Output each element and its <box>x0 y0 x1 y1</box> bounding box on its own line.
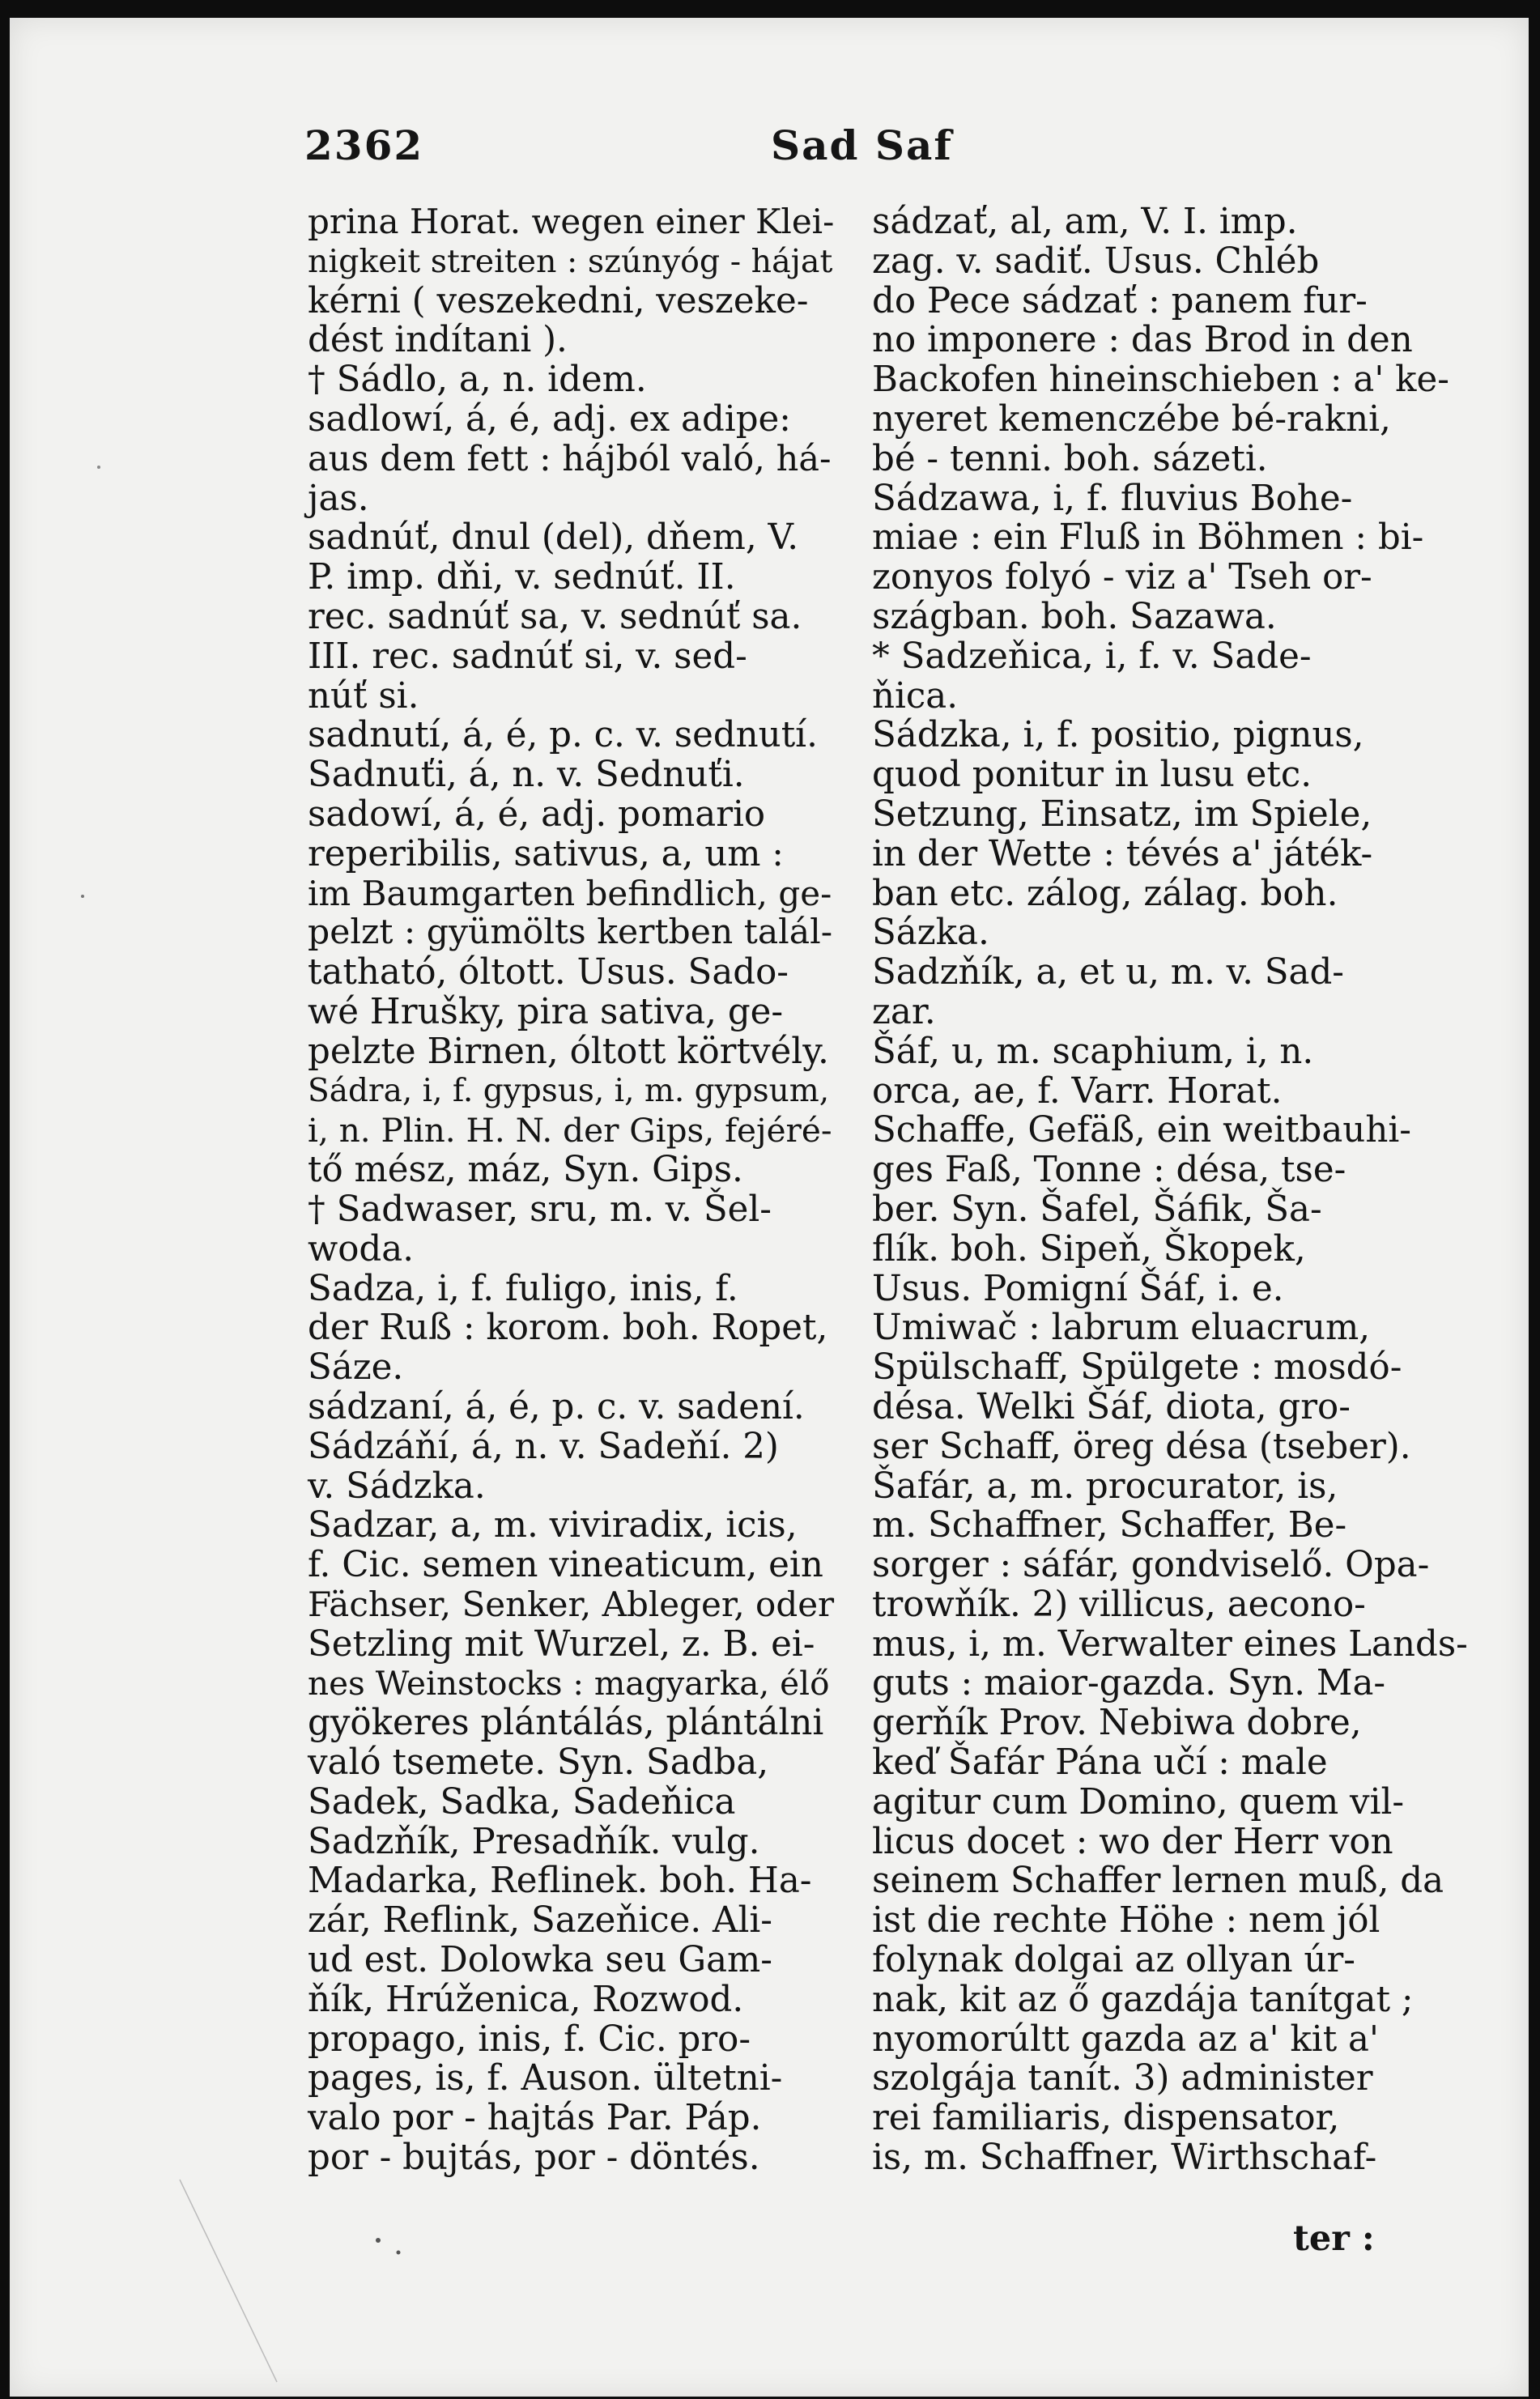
right-column-line: Sádzka, i, f. positio, pignus, <box>872 715 1364 756</box>
left-column-line: gyökeres plántálás, plántálni <box>308 1703 824 1744</box>
left-column-line: valo por - hajtás Par. Páp. <box>308 2098 762 2139</box>
left-column-line: propago, inis, f. Cic. pro- <box>308 2018 751 2060</box>
left-column-line: jas. <box>308 478 369 519</box>
right-column-line: Setzung, Einsatz, im Spiele, <box>872 793 1372 835</box>
right-column-line: szágban. boh. Sazawa. <box>872 596 1277 637</box>
right-column-line: agitur cum Domino, quem vil- <box>872 1781 1405 1823</box>
left-column-line: f. Cic. semen vineaticum, ein <box>308 1545 823 1586</box>
right-column-line: licus docet : wo der Herr von <box>872 1821 1393 1862</box>
right-column-line: zonyos folyó - viz a' Tseh or- <box>872 557 1372 598</box>
left-column-line: † Sadwaser, sru, m. v. Šel- <box>308 1189 772 1230</box>
left-column-line: Sadzar, a, m. viviradix, icis, <box>308 1505 798 1546</box>
right-column-line: quod ponitur in lusu etc. <box>872 755 1312 796</box>
left-column-line: ňík, Hrúženica, Rozwod. <box>308 1979 744 2020</box>
right-column-line: ban etc. zálog, zálag. boh. <box>872 873 1338 914</box>
right-column-line: guts : maior-gazda. Syn. Ma- <box>872 1663 1386 1704</box>
left-column-line: tatható, óltott. Usus. Sado- <box>308 952 789 993</box>
right-column-line: ges Faß, Tonne : désa, tse- <box>872 1150 1346 1191</box>
page-heading: Sad Saf <box>771 121 953 169</box>
dictionary-page <box>10 18 1529 2397</box>
left-column-line: dést indítani ). <box>308 320 568 361</box>
right-column-line: Šafár, a, m. procurator, is, <box>872 1465 1338 1507</box>
right-column-line: flík. boh. Sipeň, Škopek, <box>872 1228 1306 1270</box>
left-column-line: sádzaní, á, é, p. c. v. sadení. <box>308 1386 805 1427</box>
right-column-line: ist die rechte Höhe : nem jól <box>872 1900 1380 1942</box>
left-column-line: Sadek, Sadka, Sadeňica <box>308 1781 736 1823</box>
right-column-line: szolgája tanít. 3) administer <box>872 2058 1373 2099</box>
left-column-line: tő mész, máz, Syn. Gips. <box>308 1150 743 1191</box>
right-column-line: rei familiaris, dispensator, <box>872 2098 1340 2139</box>
left-column-line: pages, is, f. Auson. ültetni- <box>308 2058 783 2099</box>
right-column-line: Backofen hineinschieben : a' ke- <box>872 359 1449 401</box>
left-column-line: sadnutí, á, é, p. c. v. sednutí. <box>308 715 818 756</box>
left-column-line: sadowí, á, é, adj. pomario <box>308 793 766 835</box>
left-column-line: im Baumgarten befindlich, ge- <box>308 873 832 913</box>
left-column-line: nigkeit streiten : szúnyóg - hájat <box>308 242 833 280</box>
right-column-line: is, m. Schaffner, Wirthschaf- <box>872 2137 1377 2179</box>
right-column-line: seinem Schaffer lernen muß, da <box>872 1861 1444 1902</box>
left-column-line: aus dem fett : hájból való, há- <box>308 438 832 479</box>
left-column-line: pelzte Birnen, óltott körtvély. <box>308 1031 829 1072</box>
right-column-line: folynak dolgai az ollyan úr- <box>872 1940 1355 1981</box>
left-column-line: Sádzáňí, á, n. v. Sadeňí. 2) <box>308 1426 779 1467</box>
running-head <box>10 121 1529 170</box>
right-column-line: mus, i, m. Verwalter eines Lands- <box>872 1623 1468 1665</box>
right-column-line: Šáf, u, m. scaphium, i, n. <box>872 1031 1314 1072</box>
ink-speck <box>97 466 100 469</box>
ink-speck <box>376 2238 381 2243</box>
right-column-line: m. Schaffner, Schaffer, Be- <box>872 1505 1347 1546</box>
left-column-line: Sadnuťi, á, n. v. Sednuťi. <box>308 755 745 796</box>
right-column-line: Spülschaff, Spülgete : mosdó- <box>872 1347 1402 1389</box>
right-column-line: ňica. <box>872 675 959 717</box>
left-column-line: zár, Reflink, Sazeňice. Ali- <box>308 1900 772 1942</box>
ink-speck <box>81 895 84 898</box>
left-column-line: Fächser, Senker, Ableger, oder <box>308 1584 835 1624</box>
left-column-line: sadlowí, á, é, adj. ex adipe: <box>308 398 791 440</box>
left-column-line: Sadzňík, Presadňík. vulg. <box>308 1821 760 1862</box>
right-column-line: sorger : sáfár, gondviselő. Opa- <box>872 1545 1430 1586</box>
right-column-line: do Pece sádzať : panem fur- <box>872 280 1368 321</box>
catchword: ter : <box>1293 2218 1375 2259</box>
left-column-line: Setzling mit Wurzel, z. B. ei- <box>308 1623 815 1665</box>
right-column-line: ser Schaff, öreg désa (tseber). <box>872 1426 1411 1467</box>
left-column-line: ud est. Dolowka seu Gam- <box>308 1940 772 1981</box>
left-column-line: III. rec. sadnúť si, v. sed- <box>308 636 747 677</box>
page-number: 2362 <box>304 121 424 169</box>
left-column-line: por - bujtás, por - döntés. <box>308 2137 760 2179</box>
right-column <box>872 202 1487 2178</box>
left-column-line: P. imp. dňi, v. sednúť. II. <box>308 557 736 598</box>
left-column-line: nes Weinstocks : magyarka, élő <box>308 1664 830 1704</box>
right-column-line: nyeret kemenczébe bé-rakni, <box>872 398 1391 440</box>
left-column-line: Sáze. <box>308 1347 404 1389</box>
right-column-line: * Sadzeňica, i, f. v. Sade- <box>872 636 1312 677</box>
left-column-line: Sádra, i, f. gypsus, i, m. gypsum, <box>308 1072 830 1109</box>
right-column-line: orca, ae, f. Varr. Horat. <box>872 1070 1283 1112</box>
left-column-line: i, n. Plin. H. N. der Gips, fejéré- <box>308 1111 832 1151</box>
right-column-line: désa. Welki Šáf, diota, gro- <box>872 1386 1351 1427</box>
left-column-line: reperibilis, sativus, a, um : <box>308 833 784 874</box>
left-column-line: núť si. <box>308 675 419 717</box>
left-column-line: v. Sádzka. <box>308 1465 486 1507</box>
right-column-line: zar. <box>872 991 936 1032</box>
right-column-line: nyomorúltt gazda az a' kit a' <box>872 2018 1379 2060</box>
right-column-line: no imponere : das Brod in den <box>872 320 1413 361</box>
ink-speck <box>397 2251 401 2255</box>
right-column-line: Sadzňík, a, et u, m. v. Sad- <box>872 952 1345 993</box>
left-column-line: Madarka, Reflinek. boh. Ha- <box>308 1861 812 1902</box>
left-column-line: pelzt : gyümölts kertben talál- <box>308 912 833 953</box>
right-column-line: in der Wette : tévés a' játék- <box>872 833 1373 874</box>
paper-crease <box>180 2180 277 2382</box>
left-column-line: prina Horat. wegen einer Klei- <box>308 202 835 241</box>
right-column-line: gerňík Prov. Nebiwa dobre, <box>872 1703 1362 1744</box>
left-column-line: woda. <box>308 1228 415 1270</box>
left-column-line: † Sádlo, a, n. idem. <box>308 359 647 401</box>
left-column <box>308 202 834 2178</box>
right-column-line: Sázka. <box>872 912 989 954</box>
left-column-line: Sadza, i, f. fuligo, inis, f. <box>308 1268 738 1309</box>
right-column-line: sádzať, al, am, V. I. imp. <box>872 202 1298 242</box>
right-column-line: miae : ein Fluß in Böhmen : bi- <box>872 517 1424 559</box>
left-column-line: való tsemete. Syn. Sadba, <box>308 1742 769 1784</box>
left-column-line: wé Hrušky, pira sativa, ge- <box>308 991 784 1032</box>
right-column-line: Sádzawa, i, f. fluvius Bohe- <box>872 478 1353 519</box>
right-column-line: nak, kit az ő gazdája tanítgat ; <box>872 1979 1414 2020</box>
right-column-line: Umiwač : labrum eluacrum, <box>872 1308 1371 1349</box>
right-column-line: keď Šafár Pána učí : male <box>872 1742 1328 1784</box>
left-column-line: kérni ( veszekedni, veszeke- <box>308 280 809 321</box>
right-column-line: trowňík. 2) villicus, aecono- <box>872 1584 1366 1625</box>
right-column-line: ber. Syn. Šafel, Šáfik, Ša- <box>872 1189 1322 1230</box>
right-column-line: zag. v. sadiť. Usus. Chléb <box>872 240 1320 282</box>
left-column-line: sadnúť, dnul (del), dňem, V. <box>308 517 799 559</box>
right-column-line: Usus. Pomigní Šáf, i. e. <box>872 1268 1284 1309</box>
right-column-line: Schaffe, Gefäß, ein weitbauhi- <box>872 1110 1411 1151</box>
left-column-line: der Ruß : korom. boh. Ropet, <box>308 1308 828 1349</box>
left-column-line: rec. sadnúť sa, v. sednúť sa. <box>308 596 802 637</box>
right-column-line: bé - tenni. boh. sázeti. <box>872 438 1268 479</box>
